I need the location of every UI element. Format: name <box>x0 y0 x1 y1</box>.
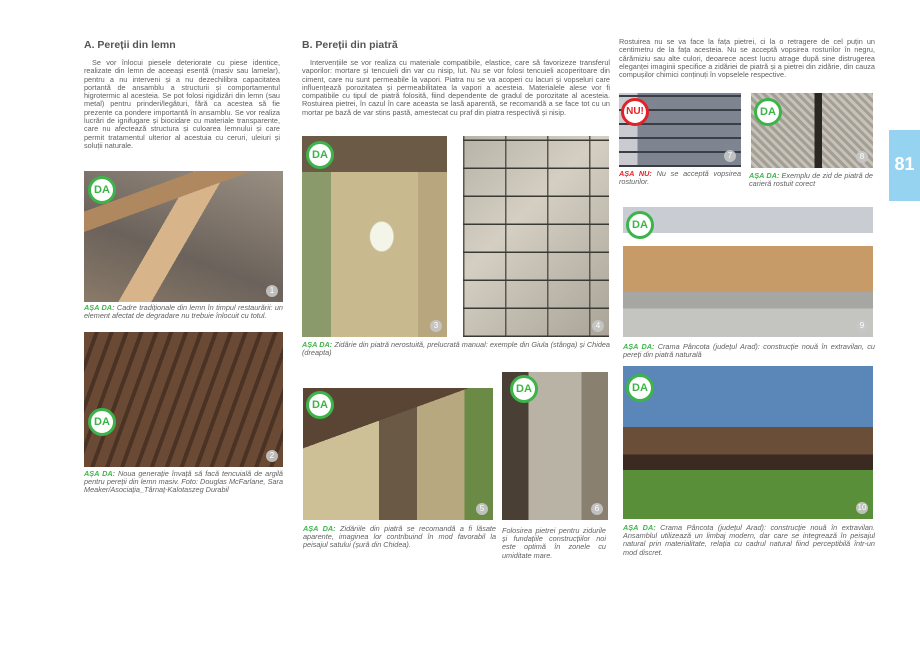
caption-5: AȘA DA: Zidăriile din piatră se recomandă a fi lăsate aparente, imaginea lor contribuind în mod favorabil la peisajul satului (șură din Chidea). <box>303 524 496 550</box>
page-number: 81 <box>894 154 915 174</box>
photo-number: 4 <box>592 320 604 332</box>
da-badge-icon: DA <box>306 391 334 419</box>
photo-5-stone-barn <box>303 388 493 520</box>
da-badge-icon: DA <box>88 176 116 204</box>
page-number-tab <box>889 130 920 201</box>
da-badge-icon: DA <box>306 141 334 169</box>
da-badge-icon: DA <box>510 375 538 403</box>
photo-number: 7 <box>724 150 736 162</box>
photo-number: 1 <box>266 285 278 297</box>
photo-6-stone-foundation <box>502 372 608 520</box>
photo-4-stone-wall <box>463 136 609 337</box>
caption-8: AȘA DA: Exemplu de zid de piatră de carieră rostuit corect <box>749 171 873 189</box>
photo-number: 2 <box>266 450 278 462</box>
photo-3-stone-porch <box>302 136 447 337</box>
caption-6: Folosirea pietrei pentru zidurile și fundațiile construcțiilor noi este optimă în zonele cu umiditate mare. <box>502 526 606 560</box>
nu-badge-icon: NU! <box>621 98 649 126</box>
photo-number: 5 <box>476 503 488 515</box>
photo-8-correct-joints <box>751 93 873 168</box>
caption-3-4: AȘA DA: Zidărie din piatră nerostuită, prelucrată manual: exemple din Giula (stânga) și Chidea (dreapta) <box>302 340 610 358</box>
photo-1-timber-frames <box>84 171 283 302</box>
photo-10-crama-landscape <box>623 366 873 519</box>
caption-7: AȘA NU: Nu se acceptă vopsirea rosturilor. <box>619 169 742 187</box>
caption-10: AȘA DA: Crama Pâncota (județul Arad): construcție nouă în extravilan. Ansamblul utilizează un limbaj modern, dar care se integrează în peisajul natural prin materialitate, relația cu cadrul natural fiind perceptibilă într-un mod discret. <box>623 523 875 557</box>
section-b-title: B. Pereții din piatră <box>302 39 398 51</box>
caption-2: AȘA DA: Noua generație învață să facă tencuială de argilă pentru pereții din lemn masiv. Foto: Douglas McFarlane, Sara Meaker/Asociația_Târnaț-Kalotaszeg Durabil <box>84 469 283 495</box>
section-b-body: Intervențiile se vor realiza cu materiale compatibile, elastice, care să favorizeze transferul vaporilor: mortare și tencuieli din var cu nisip, lut. Nu se vor folosi tencuieli acoperitoare din ciment, care nu sunt permeabile la vapori. Piatra nu se va acoperi cu lacuri și vopseluri care influențează porozitatea și permeabilitatea la vapori a acesteia. Materialele alese vor fi compatibile cu tipul de piatră folosită, fiind dependente de gradul de porozitate al acesteia. Rostuirea pietrei, în cazul în care aceasta se lasă aparentă, se recomandă a se face tot cu un mortar pe bază de var stins pastă, amestecat cu praf din piatra respectivă și nisip. <box>302 58 610 117</box>
da-badge-icon: DA <box>626 211 654 239</box>
photo-number: 10 <box>857 503 867 512</box>
photo-number: 6 <box>591 503 603 515</box>
section-c-body: Rostuirea nu se va face la fața pietrei, ci la o retragere de cel puțin un centimetru de la fața acesteia. Nu se acceptă vopsirea rosturilor în negru, cărămiziu sau alte culori, deoarece acest lucru atrage după sine distrugerea eleganței imaginii specifice a zidăriei de piatră și a pietrei din zidărie, din cauza compușilor chimici conținuți în vopselele respective. <box>619 37 875 80</box>
da-badge-icon: DA <box>754 98 782 126</box>
section-a-title: A. Pereții din lemn <box>84 39 176 51</box>
photo-2-clay-plaster <box>84 332 283 467</box>
da-badge-icon: DA <box>88 408 116 436</box>
photo-number: 9 <box>856 320 868 332</box>
da-badge-icon: DA <box>626 374 654 402</box>
photo-9-crama-building <box>623 207 873 337</box>
caption-9: AȘA DA: Crama Pâncota (județul Arad): construcție nouă în extravilan, cu pereți din piatră naturală <box>623 342 875 360</box>
section-a-body: Se vor înlocui piesele deteriorate cu piese identice, realizate din lemn de aceeași esență (masiv sau lamelar), pentru a nu interveni și a nu dezechilibra capacitatea portantă de ansamblu a structurii și comportamentul higrotermic al acesteia. Se pot folosi rigidizări din lemn (sau metal) pentru prinderi/legături, fără ca acestea să fie prezente ca pondere importantă în ansamblu. Se vor realiza lucrări de ignifugare și biocidare cu materiale transparente, care nu afectează structura și culoarea lemnului și care permit tratamentul ulterior al acestuia cu ceruri, uleiuri și soluții naturale. <box>84 58 280 150</box>
photo-7-painted-joints <box>619 93 741 167</box>
photo-number: 8 <box>856 151 868 163</box>
caption-1: AȘA DA: Cadre tradiționale din lemn în timpul restaurării: un element afectat de degradare nu trebuie înlocuit cu totul. <box>84 303 283 321</box>
photo-number: 3 <box>430 320 442 332</box>
